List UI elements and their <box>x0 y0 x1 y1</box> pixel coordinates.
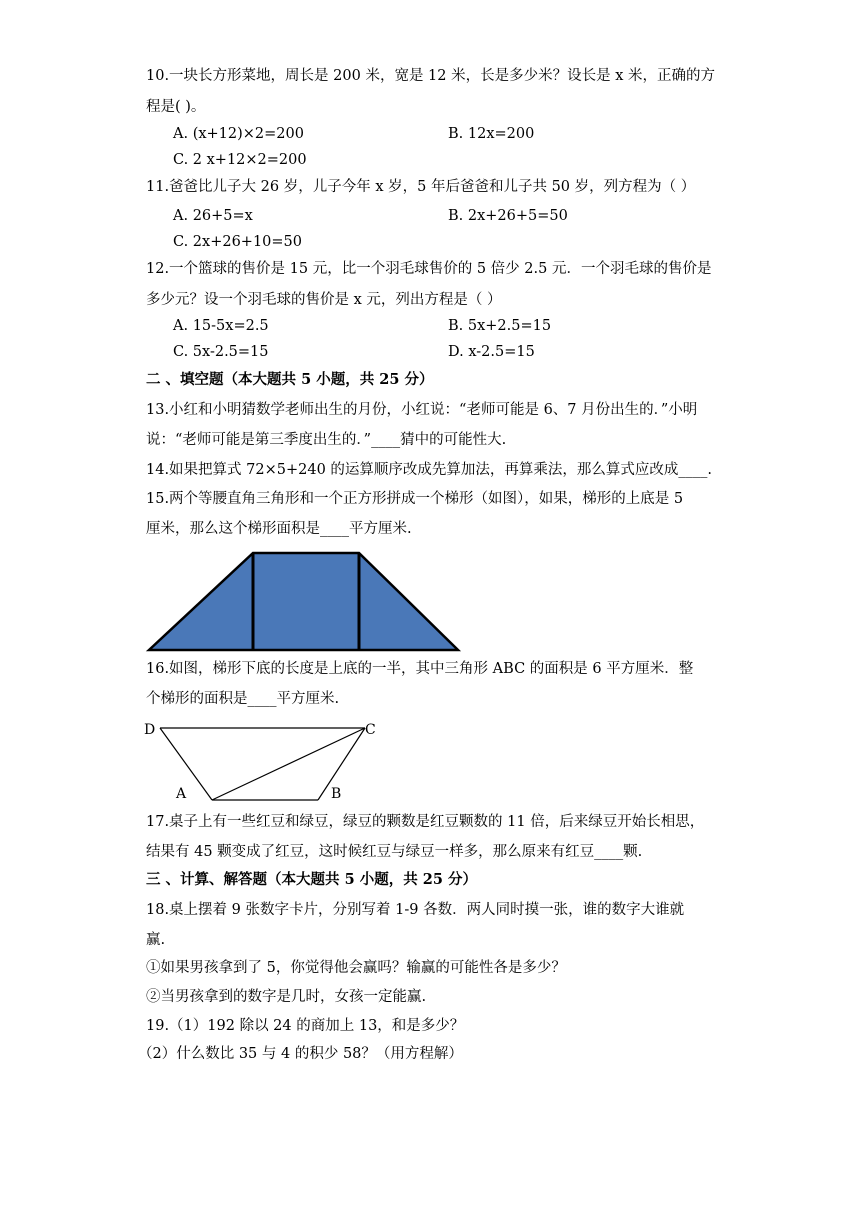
q11-option-c: C. 2x+26+10=50 <box>173 234 302 250</box>
q13-line2: 说：“老师可能是第三季度出生的．”____猜中的可能性大. <box>146 432 507 448</box>
q17-line1: 17.桌子上有一些红豆和绿豆，绿豆的颗数是红豆颗数的 11 倍，后来绿豆开始长相思， <box>146 814 705 830</box>
label-c: C <box>365 722 376 738</box>
section-2-heading: 二 、填空题（本大题共 5 小题，共 25 分） <box>146 371 434 388</box>
label-d: D <box>144 722 156 738</box>
label-a: A <box>176 786 187 802</box>
q10-option-b: B. 12x=200 <box>448 126 535 142</box>
q11-line1: 11.爸爸比儿子大 26 岁，儿子今年 x 岁，5 年后爸爸和儿子共 50 岁，列方程为（ ） <box>146 179 696 195</box>
q12-line2: 多少元？设一个羽毛球的售价是 x 元，列出方程是（ ） <box>146 292 502 308</box>
q18-line2: 赢. <box>146 932 166 948</box>
q19-line1: 19.（1）192 除以 24 的商加上 13，和是多少？ <box>146 1018 465 1034</box>
q12-option-d: D. x-2.5=15 <box>448 344 535 360</box>
q12-option-a: A. 15-5x=2.5 <box>173 318 269 334</box>
q16-line2: 个梯形的面积是____平方厘米. <box>146 691 340 707</box>
q15-line1: 15.两个等腰直角三角形和一个正方形拼成一个梯形（如图），如果，梯形的上底是 5 <box>146 491 684 507</box>
q12-line1: 12.一个篮球的售价是 15 元，比一个羽毛球售价的 5 倍少 2.5 元．一个羽毛球的售价是 <box>146 261 712 277</box>
q12-option-b: B. 5x+2.5=15 <box>448 318 552 334</box>
q18-line1: 18.桌上摆着 9 张数字卡片，分别写着 1-9 各数．两人同时摸一张，谁的数字大谁就 <box>146 902 685 918</box>
section-3-heading: 三 、计算、解答题（本大题共 5 小题，共 25 分） <box>146 871 478 888</box>
label-b: B <box>331 786 342 802</box>
q13-line1: 13.小红和小明猜数学老师出生的月份，小红说：“老师可能是 6、7 月份出生的．”小明 <box>146 402 698 418</box>
q10-line2: 程是( )。 <box>146 99 206 115</box>
q16-trapezoid-figure <box>140 716 390 808</box>
q15-trapezoid-figure <box>140 545 470 655</box>
q10-option-a: A. (x+12)×2=200 <box>173 126 304 142</box>
q18-sub1: ①如果男孩拿到了 5，你觉得他会赢吗？输赢的可能性各是多少？ <box>146 960 566 976</box>
q12-option-c: C. 5x-2.5=15 <box>173 344 269 360</box>
q11-option-a: A. 26+5=x <box>173 208 253 224</box>
q14-line1: 14.如果把算式 72×5+240 的运算顺序改成先算加法，再算乘法，那么算式应改成____. <box>146 462 713 478</box>
q11-option-b: B. 2x+26+5=50 <box>448 208 568 224</box>
q15-line2: 厘米，那么这个梯形面积是____平方厘米. <box>146 521 412 537</box>
q10-option-c: C. 2 x+12×2=200 <box>173 152 307 168</box>
q16-line1: 16.如图，梯形下底的长度是上底的一半，其中三角形 ABC 的面积是 6 平方厘米．整 <box>146 661 694 677</box>
q19-line2: （2）什么数比 35 与 4 的积少 58？（用方程解） <box>138 1046 463 1062</box>
q17-line2: 结果有 45 颗变成了红豆，这时候红豆与绿豆一样多，那么原来有红豆____颗. <box>146 844 643 860</box>
q18-sub2: ②当男孩拿到的数字是几时，女孩一定能赢. <box>146 989 427 1005</box>
q10-line1: 10.一块长方形菜地，周长是 200 米，宽是 12 米，长是多少米？设长是 x 米，正确的方 <box>146 68 716 84</box>
trapezoid-shape <box>149 553 458 650</box>
